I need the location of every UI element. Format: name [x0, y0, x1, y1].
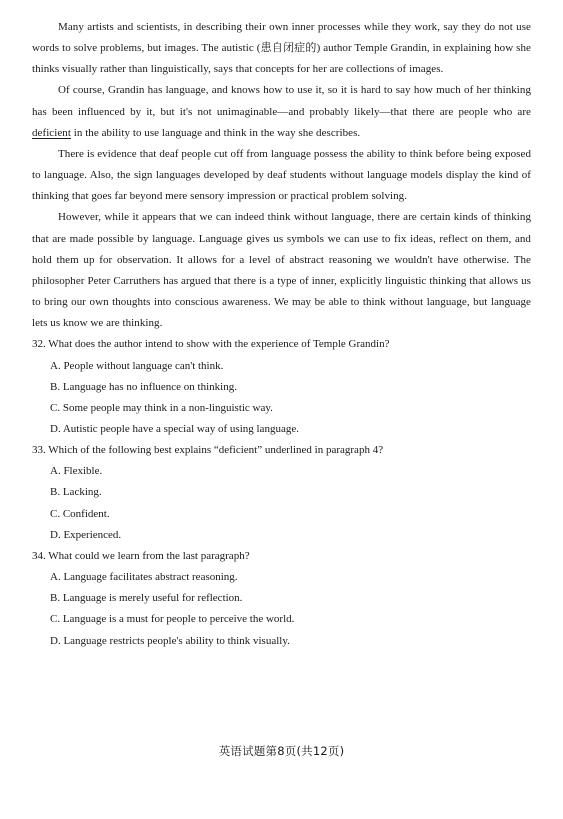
underlined-word-deficient: deficient	[32, 126, 71, 139]
page-footer: 英语试题第8页(共12页)	[218, 744, 345, 758]
question-stem: 34. What could we learn from the last paragraph?	[32, 549, 250, 562]
question-32	[32, 334, 531, 440]
option-a: A. Language facilitates abstract reasoning.	[50, 571, 238, 584]
question-stem: 32. What does the author intend to show with the experience of Temple Grandin?	[32, 338, 390, 351]
option-c: C. Confident.	[50, 507, 110, 520]
page-content	[32, 17, 531, 652]
option-b: B. Language is merely useful for reflection.	[50, 592, 243, 605]
option-a: A. People without language can't think.	[50, 359, 224, 372]
option-d: D. Language restricts people's ability to think visually.	[50, 634, 290, 647]
passage-paragraph-1: Many artists and scientists, in describing their own inner processes while they work, say they do not use words to solve problems, but images. The autistic (患自闭症的) author Temple Grandin, in explaining how she thinks visually rather than linguistically, says that concepts for her are collections of images.	[32, 21, 531, 76]
option-a: A. Flexible.	[50, 465, 103, 478]
passage-paragraph-4: However, while it appears that we can indeed think without language, there are certain kinds of thinking that are made possible by language. Language gives us symbols we can use to fix ideas, reflect on them, and hold them up for observation. It allows for a level of abstract reasoning we wouldn't have otherwise. The philosopher Peter Carruthers has argued that there is a type of inner, explicitly linguistic thinking that allows us to bring our own thoughts into conscious awareness. We may be able to think without language, but language lets us know we are thinking.	[32, 211, 531, 330]
option-c: C. Some people may think in a non-linguistic way.	[50, 401, 273, 414]
option-d: D. Experienced.	[50, 528, 122, 541]
option-d: D. Autistic people have a special way of using language.	[50, 422, 299, 435]
passage-paragraph-2-end: in the ability to use language and think in the way she describes.	[70, 126, 361, 139]
question-34	[32, 546, 531, 652]
question-stem: 33. Which of the following best explains “deficient” underlined in paragraph 4?	[32, 444, 384, 457]
passage-paragraph-3: There is evidence that deaf people cut off from language possess the ability to think before being exposed to language. Also, the sign languages developed by deaf students without language models display the kind of thinking that goes far beyond mere sensory impression or practical problem solving.	[32, 147, 531, 203]
option-b: B. Language has no influence on thinking.	[50, 380, 237, 393]
option-c: C. Language is a must for people to perceive the world.	[50, 613, 295, 626]
question-33	[32, 440, 531, 546]
option-b: B. Lacking.	[50, 486, 102, 499]
passage-paragraph-2	[32, 80, 531, 143]
passage-paragraph-2-start: Of course, Grandin has language, and knows how to use it, so it is hard to say how much of her thinking has been influenced by it, but it's not unimaginable—and probably likely—that there are people who are	[32, 84, 531, 118]
